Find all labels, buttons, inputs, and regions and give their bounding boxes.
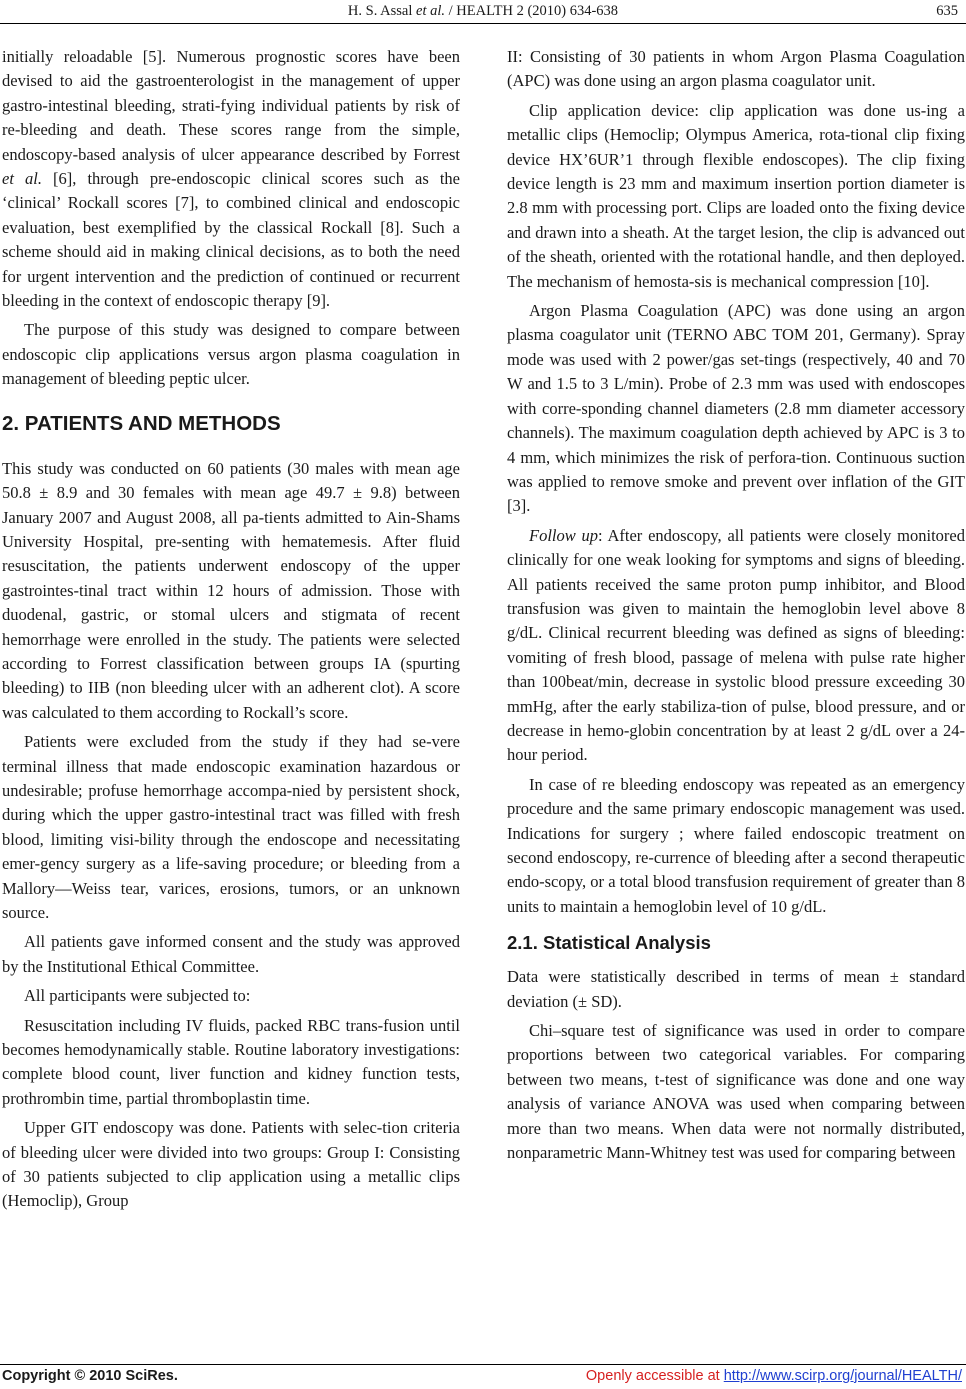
paragraph-lead: Follow up: [529, 525, 599, 545]
page-number: 635: [936, 3, 958, 19]
paragraph: All participants were subjected to:: [24, 986, 251, 1006]
paragraph-text: initially reloadable [5]. Numerous prognostic scores have been devised to aid the gastroenterologist in the management of upper gastro-intestinal bleeding, strati-fying individual patients by risk of re-bleeding and death. These scores range from the simple, endoscopy-based analysis of ulcer appearance described by Forrest: [2, 47, 460, 164]
running-header: [0, 3, 966, 20]
open-access-notice: [586, 1368, 962, 1384]
paragraph-text-cont: [6], through pre-endoscopic clinical scores such as the ‘clinical’ Rockall scores [7], to combined clinical and endoscopic evaluation, best exemplified by the classical Rockall [8]. Such a scheme should aid in making clinical decisions, as to both the need for urgent intervention and the prediction of continued or recurrent bleeding in the context of endoscopic therapy [9].: [2, 169, 460, 311]
paragraph: [2, 45, 460, 313]
header-rule: [0, 23, 966, 24]
section-heading: 2. PATIENTS AND METHODS: [2, 411, 281, 435]
paragraph: Data were statistically described in terms of mean ± standard deviation (± SD).: [507, 967, 965, 1011]
left-column: [2, 45, 460, 1219]
paragraph: In case of re bleeding endoscopy was repeated as an emergency procedure and the same primary endoscopic management was used. Indications for surgery ; where failed endoscopic treatment on second endoscopy, re-currence of bleeding after a second therapeutic endo-scopy, or a total blood transfusion requirement of greater than 8 units to maintain a hemoglobin level of 10 g/dL.: [507, 774, 965, 916]
footer-rule: [0, 1364, 966, 1365]
open-access-label: Openly accessible at: [585, 1368, 724, 1384]
paragraph: II: Consisting of 30 patients in whom Argon Plasma Coagulation (APC) was done using an argon plasma coagulator unit.: [507, 47, 965, 91]
right-column: [507, 45, 965, 1170]
paragraph-etal: et al.: [2, 169, 42, 189]
paragraph: Clip application device: clip application was done us-ing a metallic clips (Hemoclip; Olympus America, rota-tional clip fixing device HX’6UR’1 through flexible endoscopes). The clip fixing device length is 23 mm and maximum insertion portion diameter is 2.8 mm with processing port. Clips are loaded onto the fixing device and drawn into a sheath. At the target lesion, the clip is advanced out of the sheath, oriented with the rotational handle, and then deployed. The mechanism of hemosta-sis is mechanical compression [10].: [507, 100, 965, 291]
paragraph: This study was conducted on 60 patients (30 males with mean age 50.8 ± 8.9 and 30 females with mean age 49.7 ± 9.8) between January 2007 and August 2008, all pa-tients admitted to Ain-Shams University Hospital, pre-senting with hematemesis. After fluid resuscitation, the patients underwent endoscopy of the upper gastrointes-tinal tract within 12 hours of admission. Those with duodenal, gastric, or stomal ulcers and stigmata of recent hemorrhage were enrolled in the study. The patients were selected according to Forrest classification between groups IA (spurting bleeding) to IIB (non bleeding ulcer with an adherent clot). A score was calculated to them according to Rockall’s score.: [2, 458, 460, 722]
paragraph: Argon Plasma Coagulation (APC) was done using an argon plasma coagulator unit (TERNO ABC TOM 201, Germany). Spray mode was used with 2 power/gas set-tings (respectively, 40 and 70 W and 1.5 to 3 L/min). Probe of 2.3 mm was used with endoscopes with corre-sponding channel diameters (2.8 mm diameter accessory channels). The maximum coagulation depth achieved by APC is 3 to 4 mm, which minimizes the risk of perfora-tion. Continuous suction was applied to remove smoke and prevent over inflation of the GIT [3].: [507, 301, 965, 516]
paragraph: All patients gave informed consent and the study was approved by the Institutional Ethical Committee.: [2, 932, 460, 976]
header-etal: et al.: [416, 3, 446, 19]
paragraph: Chi–square test of significance was used in order to compare proportions between two categorical variables. For comparing between two means, t-test of significance was done and one way analysis of variance ANOVA was used when comparing between more than two means. When data were not normally distributed, nonparametric Mann-Whitney test was used for comparing between: [507, 1021, 965, 1163]
paragraph-text: : After endoscopy, all patients were closely monitored clinically for one weak looking for symptoms and signs of bleeding. All patients received the same proton pump inhibitor, and Blood transfusion was given to maintain the hemoglobin level above 8 g/dL. Clinical recurrent bleeding was defined as signs of bleeding: vomiting of fresh blood, passage of melena with pulse rate higher than 100beat/min, decrease in systolic blood pressure exceeding 30 mmHg, after the early stabiliza-tion of pulse, blood pressure, and or decrease in hemo-globin concentration by at least 2 g/dL over a 24-hour period.: [507, 525, 965, 765]
header-journal-ref: / HEALTH 2 (2010) 634-638: [445, 3, 619, 19]
paragraph: Resuscitation including IV fluids, packed RBC trans-fusion until becomes hemodynamically stable. Routine laboratory investigations: complete blood count, liver function and kidney function tests, prothrombin time, partial thromboplastin time.: [2, 1015, 460, 1108]
journal-link[interactable]: http://www.scirp.org/journal/HEALTH/: [723, 1368, 962, 1384]
paragraph: Patients were excluded from the study if they had se-vere terminal illness that made endoscopic examination hazardous or undesirable; profuse hemorrhage accompa-nied by persistent shock, during which the upper gastro-intestinal tract was filled with fresh blood, limiting visi-bility through the endoscope and necessitating emer-gency surgery as a life-saving procedure; or bleeding from a Mallory—Weiss tear, varices, erosions, tumors, or an unknown source.: [2, 732, 460, 922]
subsection-heading: 2.1. Statistical Analysis: [507, 932, 711, 954]
header-authors: H. S. Assal: [347, 3, 417, 19]
copyright-notice: Copyright © 2010 SciRes.: [2, 1368, 178, 1384]
paragraph: Upper GIT endoscopy was done. Patients with selec-tion criteria of bleeding ulcer were divided into two groups: Group I: Consisting of 30 patients subjected to clip application using a metallic clips (Hemoclip), Group: [2, 1118, 460, 1211]
paragraph: The purpose of this study was designed to compare between endoscopic clip applications versus argon plasma coagulation in management of bleeding peptic ulcer.: [2, 320, 460, 389]
paragraph: [507, 524, 965, 768]
